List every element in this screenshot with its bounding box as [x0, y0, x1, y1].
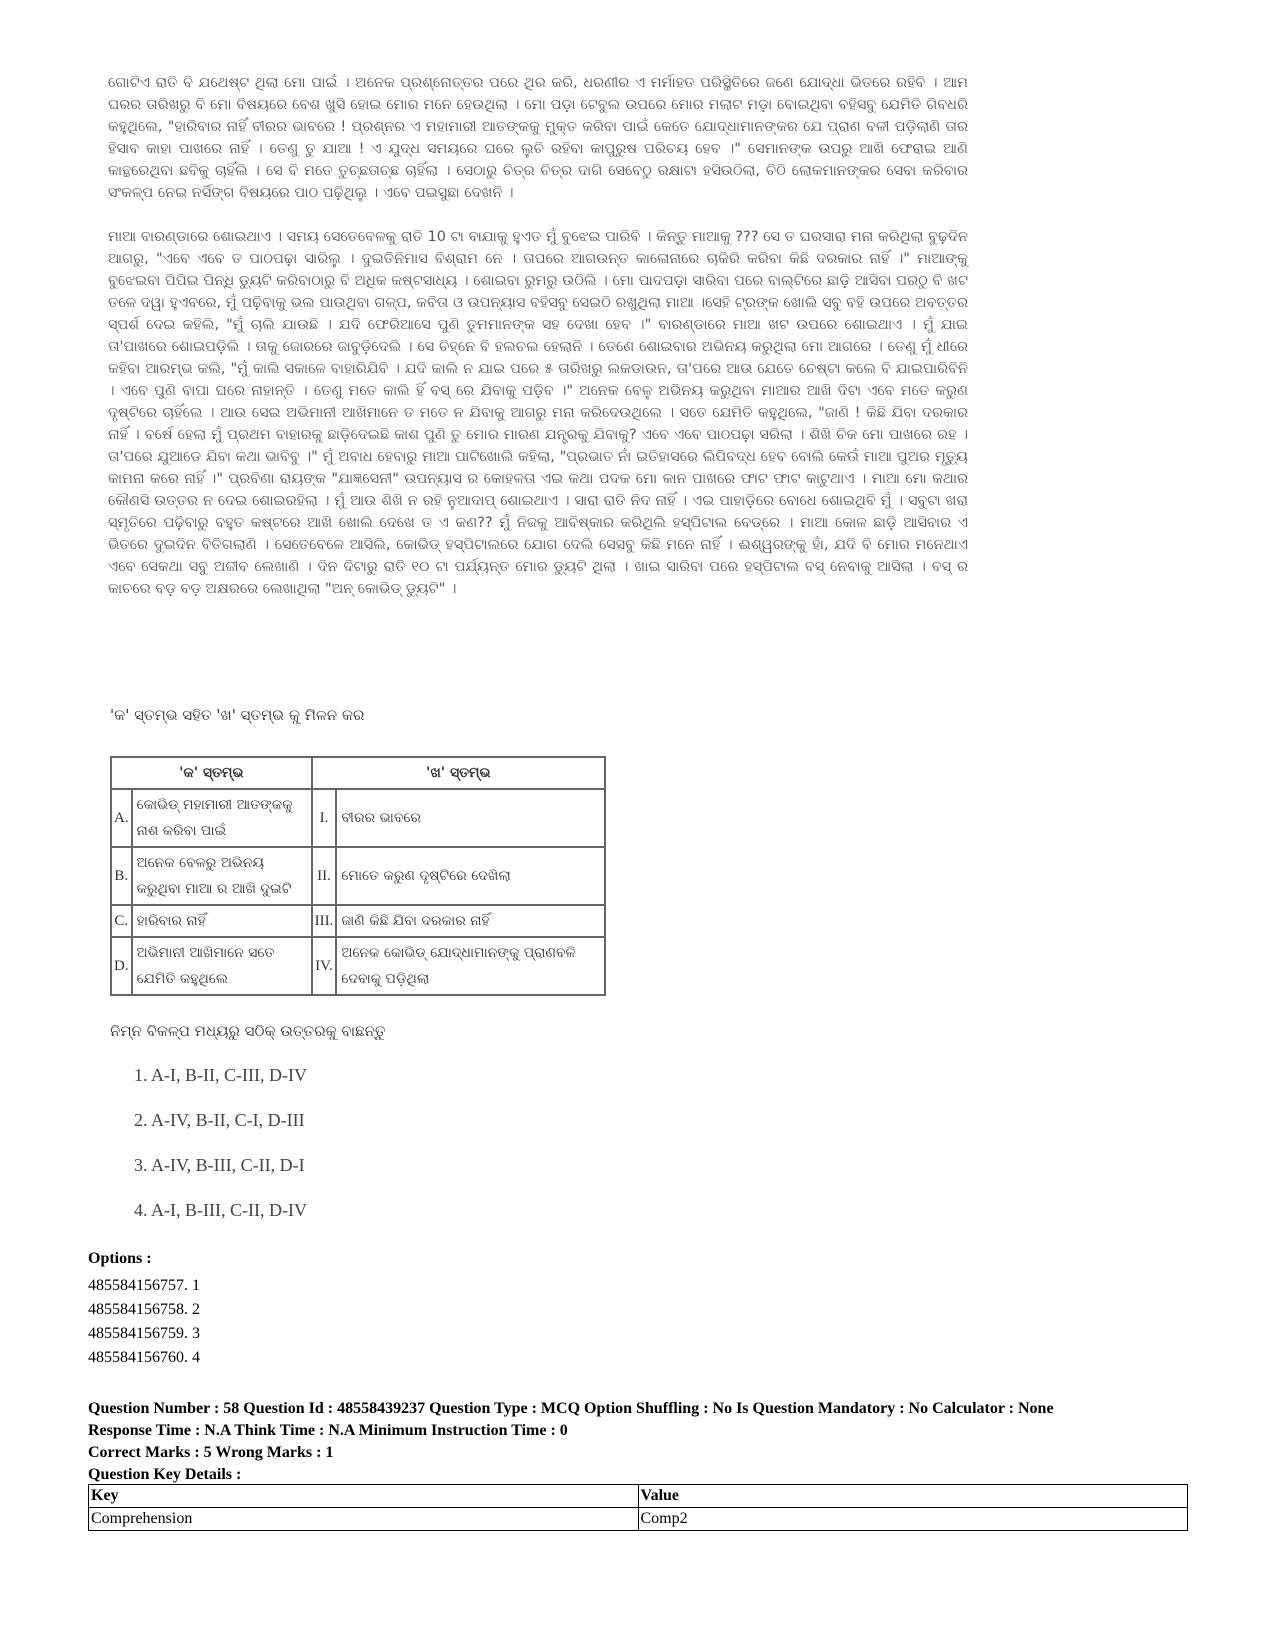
key-details-heading: Question Key Details :: [88, 1466, 242, 1483]
row-key-b: III.: [312, 905, 337, 937]
question-metadata: [88, 1398, 1198, 1486]
row-text-b: ଜାଣି କିଛି ଯିବା ଦରକାର ନାହିଁ: [336, 905, 605, 937]
key-column-header: Key: [89, 1485, 639, 1508]
timing-info-line: Response Time : N.A Think Time : N.A Minimum Instruction Time : 0: [88, 1422, 568, 1439]
match-row: [111, 847, 605, 905]
row-key-b: II.: [312, 847, 337, 905]
key-table-header: [89, 1485, 1188, 1508]
match-row: [111, 937, 605, 995]
key-cell: Comprehension: [89, 1508, 639, 1531]
passage-paragraph-1: ଗୋଟିଏ ରାତି ବି ଯଥେଷ୍ଟ ଥିଲା ମୋ ପାଇଁ । ଅନେକ ପ୍ରଶ୍ନୋତ୍ତର ପରେ ଥିର କରି, ଧରଣୀର ଏ ମର୍ମାହତ ପରିସ୍ଥିତିରେ ଜଣେ ଯୋଦ୍ଧା ଭିତରେ ରହିବି । ଆମ ଘରର ତାରିଖରୁ ବି ମୋ ବିଷୟରେ ବେଶ ଖୁସି ହୋଇ ମୋର ମନେ ହେଉଥିଲା । ମୋ ପଡ଼ା ଟେବୁଲ ଉପରେ ମୋର ମଲାଟ ମଡ଼ା ବୋଇଥିବା ବହିସବୁ ଯେମିତି ଗିବଧରି କହୁଥିଲେ, "ହାରିବାର ନାହିଁ ବୀରର ଭାବରେ ! ପ୍ରଶ୍ନର ଏ ମହାମାରୀ ଆତଙ୍କକୁ ମୁକ୍ତ କରିବା ପାଇଁ କେତେ ଯୋଦ୍ଧାମାନଙ୍କର ଯେ ପ୍ରାଣ ବଳୀ ପଡ଼ିଲାଣି ତାର ହିସାବ କାହା ପାଖରେ ନାହିଁ । ତେଣୁ ତୁ ଯାଆ ! ଏ ଯୁଦ୍ଧ ସମୟରେ ଘରେ ଲୁଚି ରହିବା କାପୁରୁଷ ପରିଚୟ ହେବ ।" ସେମାନଙ୍କ ଉପରୁ ଆଖି ଫେରାଇ ଆଣି କାନ୍ଥରେଥିବା ଛବିକୁ ଚାହିଁଲି । ସେ ବି ମତେ ତୁଚ୍ଛତାଚ୍ଛ ଚାହିଁଲା । ସେଠାରୁ ଚିତ୍ର ଚିତ୍ର ଦାଗି ସେବେଠୁ ରକ୍ଷାଟା ହସିଉଠିଲା, ଚିଠି ଲୋକମାନଙ୍କର ସେବା କରିବାର ସଂକଳ୍ପ ନେଇ ନର୍ସିଙ୍ଗ ବିଷୟରେ ପାଠ ପଢ଼ିଥିଲୁ । ଏବେ ପଇସୁଛା ଦେଖନି ।: [108, 75, 968, 201]
row-text-a: କୋଭିଡ୍ ମହାମାରୀ ଆତଙ୍କକୁ ନାଶ କରିବା ପାଇଁ: [132, 789, 312, 847]
choice-item: 3. A-IV, B-III, C-II, D-I: [134, 1155, 305, 1175]
option-item: 485584156758. 2: [88, 1301, 200, 1318]
row-key-a: D.: [111, 937, 132, 995]
passage-paragraph-2: ମାଆ ବାରଣ୍ଡାରେ ଶୋଇଥାଏ । ସମୟ ସେତେବେଳକୁ ରାତି 10 ଟା ବାଯାକୁ ହୁଏତ ମୁଁ ବୁଝେଇ ପାରିବି । କିନ୍ତୁ ମାଆକୁ ??? ସେ ତ ଘରସାରା ମନା କରିଥିଲା ବୁଢ଼ଦିନ ଆଗରୁ, "ଏବେ ଏବେ ତ ପାଠପଢ଼ା ସାରିଲୁ । ଦୁଇତିନିମାସ ବିଶ୍ରାମ ନେ । ତାପରେ ଆଗଉନ୍ତ କାଳୋନାରେ ଚାକିରି କରିବା କିଛି ଦରକାର ନାହିଁ ।" ମାଆଙ୍କୁ ବୁଝେଇବା ପିପିଇ ପିନ୍ଧି ଡ୍ୟୁଟି କରିବାଠାରୁ ବି ଅଧିକ କଷ୍ଟସାଧ୍ୟ । ଶୋଇବା ରୁମରୁ ଉଠିଲି । ମୋ ପାଦପଡ଼ା ସାରିବା ପରେ ବାଲ୍ଟିରେ ଛାଡ଼ି ଆସିବା ପରଠୁ ବି ଖଟ ତଳେ ଦୱା ହୁଏବରେ, ମୁଁ ପଢ଼ିବାକୁ ଭଲ ପାଉଥିବା ଗଳ୍ପ, କବିତା ଓ ଉପନ୍ୟାସ ବହିସବୁ ସେଇଠି ରଖୁଥିଲା ମାଆ ।ସେହି ଟ୍ରଙ୍କ ଖୋଲି ସବୁ ବହି ଉପରେ ଅବତ୍ତର ସ୍ପର୍ଶ ଦେଇ କହିଲି, "ମୁଁ ଚାଲି ଯାଉଛି । ଯଦି ଫେରିଆସେ ପୁଣି ତୁମମାନଙ୍କ ସହ ଦେଖା ହେବ ।" ବାରଣ୍ଡାରେ ମାଆ ଖଟ ଉପରେ ଶୋଇଥାଏ । ମୁଁ ଯାଇ ତା'ପାଖରେ ଶୋଇପଡ଼ିଲି । ତାକୁ ଜୋରରେ ଜାବୁଡ଼ିଦେଲି । ସେ ଚିହ୍ନେ ବି ହଲଚଲ ହେଲାନି । ତେଣେ ଶୋଇବାର ଅଭିନୟ କରୁଥିଲା ମୋ ଆଗରେ । ତେଣୁ ମୁଁ ଧୀରେ କହିବା ଆରମ୍ଭ କଲି, "ମୁଁ କାଲି ସକାଳେ ବାହାରିଯିବି । ଯଦି କାଲି ନ ଯାଇ ପରେ ୫ ତାରିଖରୁ ଲକଡାଉନ, ତା'ପରେ ଆଉ ଯେତେ ଚେଷ୍ଟା କଲେ ବି ଯାଇପାରିବିନି । ଏବେ ପୁଣି ବାପା ଘରେ ନାହାନ୍ତି । ତେଣୁ ମତେ କାଲି ହିଁ ବସ୍ ରେ ଯିବାକୁ ପଡ଼ିବ ।" ଅନେକ ବେଳୁ ଅଭିନୟ କରୁଥିବା ମାଆର ଆଖି ଦିଟା ଏବେ ମତେ କରୁଣ ଦୃଷ୍ଟିରେ ଚାହିଁଲେ । ଆଉ ସେଇ ଅଭିମାନୀ ଆଖିମାନେ ତ ମତେ ନ ଯିବାକୁ ଆଗରୁ ମନା କରିଦେଉଥିଲେ । ସତେ ଯେମିତି କହୁଥିଲେ, "ଜାଣି ! କିଛି ଯିବା ଦରକାର ନାହିଁ । ବର୍ଷେ ହେଲା ମୁଁ ପ୍ରଥମ ବାହାରକୁ ଛାଡ଼ିଦେଇଛି କାଶ ପୁଣି ତୁ ମୋର ମାରଣ ଯନ୍ତ୍ରକୁ ଯିବାକୁ? ଏବେ ଏବେ ପାଠପଢ଼ା ସରିଲା । ଶିଖି ଚିକ ମୋ ପାଖରେ ରହ । ତା'ପରେ ଯୁଆଡେ ଯିବା କଥା ଭାବିବୁ ।" ମୁଁ ଅବାଧ ହେବାରୁ ମାଆ ପାଟିଖୋଲି କହିଲା, "ପ୍ରଭାତ ନାଁ ଇତିହାସରେ ଲିପିବଦ୍ଧ ହେବ ବୋଲି କେଉଁ ମାଆ ପୁଅର ମୃତ୍ୟୁ କାମନା କରେ ନାହିଁ ।" ପ୍ରବିଣା ରାୟଙ୍କ "ଯାଜ୍ଞସେନୀ" ଉପନ୍ୟାସ ର କୋହଳତା ଏଇ କଥା ପଦକ ମୋ କାନ ପାଖରେ ଫାଟ ଫାଟ କାଟୁଥାଏ । ମାଆ ମୋ କଥାର କୌଣସି ଉତ୍ତର ନ ଦେଇ ଶୋଇରହିଲା । ମୁଁ ଆଉ ଶିଖି ନ ରହି ନୁଆଦାପ୍ ଶୋଇଥାଏ । ସାରା ରାତି ନିଦ ନାହିଁ । ଏଇ ପାହାଡ଼ିରେ ବୋଧେ ଶୋଇଥିବି ମୁଁ । ସବୁଟା ଖରା ସ୍ମୃତିରେ ପଢ଼ିବାରୁ ବହୁତ କଷ୍ଟରେ ଆଖି ଖୋଲି ଦେଖେ ତ ଏ କଣ?? ମୁଁ ନିଜକୁ ଆବିଷ୍କାର କରିଥିଲି ହସ୍ପିଟାଲ ବେଡ୍‌ରେ । ମାଆ କୋଳ ଛାଡ଼ି ଆସିବାର ଏ ଭିତରେ ଦୁଇଦିନ ବିତିଗଲାଣି । ସେତେବେଳେ ଆସିଲି, କୋଭିଡ୍ ହସ୍ପିଟାଲରେ ଯୋଗ ଦେଲି ସେସବୁ କିଛି ମନେ ନାହିଁ । ଈଶ୍ୱରଙ୍କୁ ହାଁ, ଯଦି ବି ମୋର ମନେଥାଏ ଏବେ ସେକଥା ସବୁ ଅଜୀବ ଲେଖାଣି । ଦିନ ଦିଟାରୁ ରାତି ୧୦ ଟା ପର୍ଯ୍ୟନ୍ତ ମୋର ଡ୍ୟୁଟି ଥିଲା । ଖାଇ ସାରିବା ପରେ ହସ୍ପିଟାଲ ବସ୍ ନେବାକୁ ଆସିଲା । ବସ୍ ର କାଚରେ ବଡ଼ ବଡ଼ ଅକ୍ଷରରେ ଲେଖାଥିଲା "ଅନ୍ କୋଭିଡ୍ ଡ୍ୟୁଟି" ।: [108, 229, 968, 597]
row-key-b: IV.: [312, 937, 337, 995]
row-text-a: ହାରିବାର ନାହିଁ: [132, 905, 312, 937]
column-b-header: 'ଖ' ସ୍ତମ୍ଭ: [312, 757, 605, 789]
row-text-b: ଅନେକ କୋଭିଡ୍ ଯୋଦ୍ଧାମାନଙ୍କୁ ପ୍ରାଣବଳି ଦେବାକୁ ପଡ଼ିଥିଲା: [336, 937, 605, 995]
row-key-a: B.: [111, 847, 132, 905]
match-table-header: [111, 757, 605, 789]
row-text-b: ମୋତେ କରୁଣ ଦୃଷ୍ଟିରେ ଦେଖିଲା: [336, 847, 605, 905]
choice-item: 1. A-I, B-II, C-III, D-IV: [134, 1065, 307, 1085]
marks-info-line: Correct Marks : 5 Wrong Marks : 1: [88, 1444, 334, 1461]
option-item: 485584156760. 4: [88, 1349, 200, 1366]
answer-choices: [134, 1065, 307, 1245]
options-heading: Options :: [88, 1250, 152, 1267]
row-text-b: ବୀରର ଭାବରେ: [336, 789, 605, 847]
option-item: 485584156757. 1: [88, 1277, 200, 1294]
match-row: [111, 789, 605, 847]
choice-item: 4. A-I, B-III, C-II, D-IV: [134, 1200, 307, 1220]
option-item: 485584156759. 3: [88, 1325, 200, 1342]
row-text-a: ଅନେକ ବେଳରୁ ଅଭିନୟ କରୁଥିବା ମାଆ ର ଆଖି ଦୁଇଟି: [132, 847, 312, 905]
options-list: [88, 1274, 200, 1370]
key-details-table: [88, 1484, 1188, 1531]
passage-image: [108, 72, 968, 622]
match-table: [110, 756, 606, 996]
match-row: [111, 905, 605, 937]
row-key-a: A.: [111, 789, 132, 847]
row-key-b: I.: [312, 789, 337, 847]
row-text-a: ଅଭିମାନୀ ଆଖିମାନେ ସତେ ଯେମିତି କହୁଥିଲେ: [132, 937, 312, 995]
value-cell: Comp2: [638, 1508, 1188, 1531]
column-a-header: 'କ' ସ୍ତମ୍ଭ: [111, 757, 312, 789]
choice-item: 2. A-IV, B-II, C-I, D-III: [134, 1110, 305, 1130]
key-table-row: [89, 1508, 1188, 1531]
question-info-line: Question Number : 58 Question Id : 48558439237 Question Type : MCQ Option Shuffling : No Is Question Mandatory : No Calculator : None: [88, 1400, 1054, 1417]
row-key-a: C.: [111, 905, 132, 937]
select-answer-prompt: ନିମ୍ନ ବିକଳ୍ପ ମଧ୍ୟରୁ ସଠିକ୍ ଉତ୍ତରକୁ ବାଛନ୍ତୁ: [110, 1022, 386, 1040]
value-column-header: Value: [638, 1485, 1188, 1508]
match-instruction: 'କ' ସ୍ତମ୍ଭ ସହିତ 'ଖ' ସ୍ତମ୍ଭ କୁ ମିଳନ କର: [110, 706, 365, 724]
